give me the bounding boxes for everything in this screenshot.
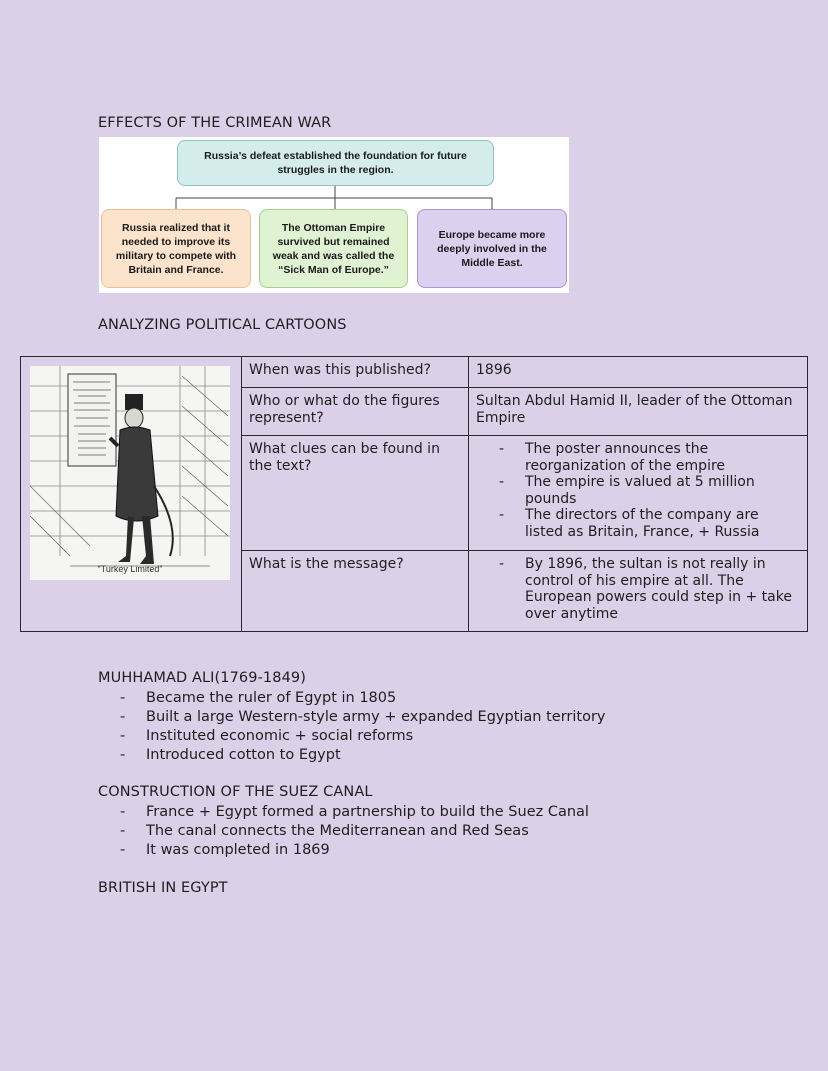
list-item: - It was completed in 1869 xyxy=(98,841,589,860)
list-item: - Became the ruler of Egypt in 1805 xyxy=(98,689,606,708)
list-item: - The canal connects the Mediterranean and Red Seas xyxy=(98,822,589,841)
list-item: - The poster announces the reorganization of the empire xyxy=(476,441,800,474)
table-row xyxy=(21,357,808,388)
muhammad-ali-heading: MUHHAMAD ALI(1769-1849) xyxy=(98,670,306,686)
diagram-left-box: Russia realized that it needed to improve its military to compete with Britain and France. xyxy=(101,209,251,288)
list-item: - Introduced cotton to Egypt xyxy=(98,746,606,765)
list-item: - Instituted economic + social reforms xyxy=(98,727,606,746)
list-item: - By 1896, the sultan is not really in control of his empire at all. The European powers could step in + take over anytime xyxy=(476,556,800,622)
british-in-egypt-heading: BRITISH IN EGYPT xyxy=(98,880,228,896)
diagram-right-box: Europe became more deeply involved in the Middle East. xyxy=(417,209,567,288)
clues-list xyxy=(476,441,800,540)
diagram-middle-box: The Ottoman Empire survived but remained weak and was called the “Sick Man of Europe.” xyxy=(259,209,408,288)
answer-cell xyxy=(469,436,808,551)
political-cartoons-heading: ANALYZING POLITICAL CARTOONS xyxy=(98,317,347,333)
question-cell: Who or what do the figures represent? xyxy=(242,388,469,436)
list-item: - The empire is valued at 5 million pounds xyxy=(476,474,800,507)
list-item: - France + Egypt formed a partnership to build the Suez Canal xyxy=(98,803,589,822)
question-cell: What clues can be found in the text? xyxy=(242,436,469,551)
list-item: - The directors of the company are listed as Britain, France, + Russia xyxy=(476,507,800,540)
sultan-cartoon-illustration xyxy=(30,366,230,580)
cartoon-caption: “Turkey Limited” xyxy=(97,563,163,574)
crimean-war-heading: EFFECTS OF THE CRIMEAN WAR xyxy=(98,115,332,131)
answer-cell xyxy=(469,551,808,632)
suez-canal-heading: CONSTRUCTION OF THE SUEZ CANAL xyxy=(98,784,373,800)
answer-cell: Sultan Abdul Hamid II, leader of the Ottoman Empire xyxy=(469,388,808,436)
cartoon-image xyxy=(30,366,230,580)
cartoon-analysis-table xyxy=(20,356,808,632)
answer-cell: 1896 xyxy=(469,357,808,388)
list-item: - Built a large Western-style army + expanded Egyptian territory xyxy=(98,708,606,727)
suez-canal-list xyxy=(98,803,589,860)
question-cell: What is the message? xyxy=(242,551,469,632)
crimean-war-diagram xyxy=(99,137,569,293)
message-list xyxy=(476,556,800,622)
question-cell: When was this published? xyxy=(242,357,469,388)
diagram-top-box: Russia’s defeat established the foundation for future struggles in the region. xyxy=(177,140,494,186)
muhammad-ali-list xyxy=(98,689,606,765)
cartoon-image-cell xyxy=(21,357,242,632)
